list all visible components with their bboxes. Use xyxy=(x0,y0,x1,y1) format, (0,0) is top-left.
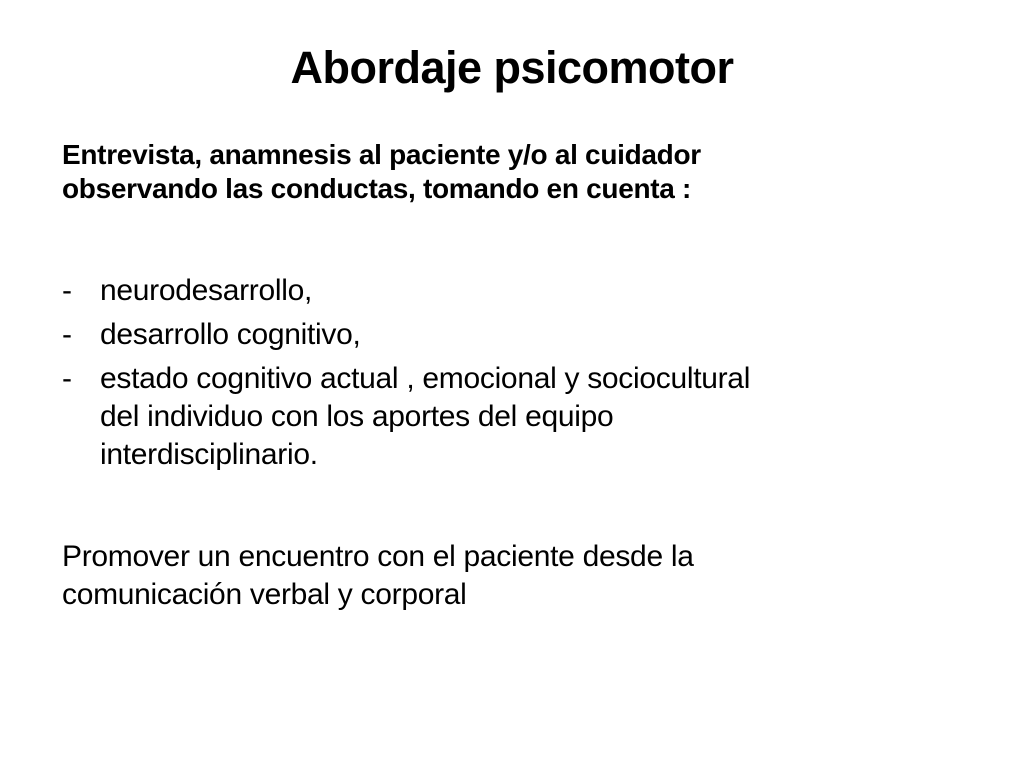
bullet-dash: - xyxy=(62,274,72,307)
bullet-item xyxy=(62,360,962,474)
closing-line: Promover un encuentro con el paciente desde la xyxy=(62,540,694,573)
bullet-text: neurodesarrollo, xyxy=(100,274,312,307)
bullet-text: estado cognitivo actual , emocional y sociocultural xyxy=(100,362,751,395)
slide-title: Abordaje psicomotor xyxy=(290,42,734,93)
bullet-dash: - xyxy=(62,362,72,395)
bullet-item xyxy=(62,316,962,354)
bullet-list xyxy=(62,272,962,480)
bullet-item xyxy=(62,272,962,310)
bullet-text: desarrollo cognitivo, xyxy=(100,318,361,351)
bullet-text: interdisciplinario. xyxy=(100,438,318,471)
intro-line: Entrevista, anamnesis al paciente y/o al cuidador xyxy=(62,139,701,170)
closing-paragraph xyxy=(62,538,962,614)
closing-line: comunicación verbal y corporal xyxy=(62,578,467,611)
intro-paragraph xyxy=(62,138,962,206)
bullet-dash: - xyxy=(62,318,72,351)
bullet-text: del individuo con los aportes del equipo xyxy=(100,400,614,433)
intro-line: observando las conductas, tomando en cuenta : xyxy=(62,173,692,204)
